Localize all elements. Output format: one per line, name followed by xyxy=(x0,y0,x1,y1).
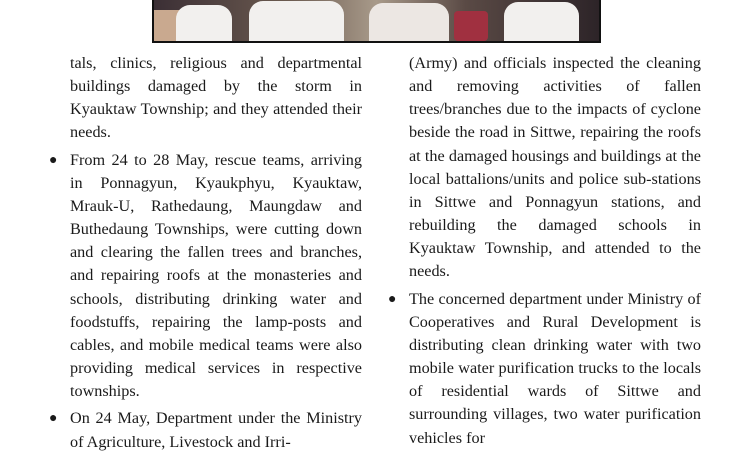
right-column xyxy=(388,52,701,450)
bullet-icon: ● xyxy=(388,291,397,307)
left-continuation: tals, clinics, religious and departmental buildings damaged by the storm in Kyauktaw Township; and they attended their needs. xyxy=(70,54,362,142)
news-photo xyxy=(152,0,601,43)
left-bullet-2: On 24 May, Department under the Ministry of Agriculture, Livestock and Irri- xyxy=(70,409,362,451)
right-bullet-1: The concerned department under Ministry of Cooperatives and Rural Development is distributing clean drinking water with two mobile water purification trucks to the locals of residential wards of Sittwe and surrounding villages, two water purification vehicles for xyxy=(409,289,701,447)
list-item xyxy=(49,407,362,453)
bullet-icon: ● xyxy=(49,152,58,168)
list-item xyxy=(388,288,701,450)
left-column xyxy=(49,52,362,454)
left-bullet-1: From 24 to 28 May, rescue teams, arriving in Ponnagyun, Kyaukphyu, Kyauktaw, Mrauk-U, Rathedaung, Maungdaw and Buthedaung Townships, were cutting down and clearing the fallen trees and branches, and repairing roofs at the monasteries and schools, distributing drinking water and foodstuffs, repairing the lamp-posts and cables, and mobile medical teams were also providing medical services in respective townships. xyxy=(70,150,362,401)
right-continuation: (Army) and officials inspected the cleaning and removing activities of fallen trees/branches due to the impacts of cyclone beside the road in Sittwe, repairing the roofs at the damaged housings and buildings at the local battalions/units and police sub-stations in Sittwe and Ponnagyun stations, and rebuilding the damaged schools in Kyauktaw Township, and attended to the needs. xyxy=(409,54,701,281)
list-item xyxy=(49,149,362,404)
bullet-icon: ● xyxy=(49,411,58,427)
